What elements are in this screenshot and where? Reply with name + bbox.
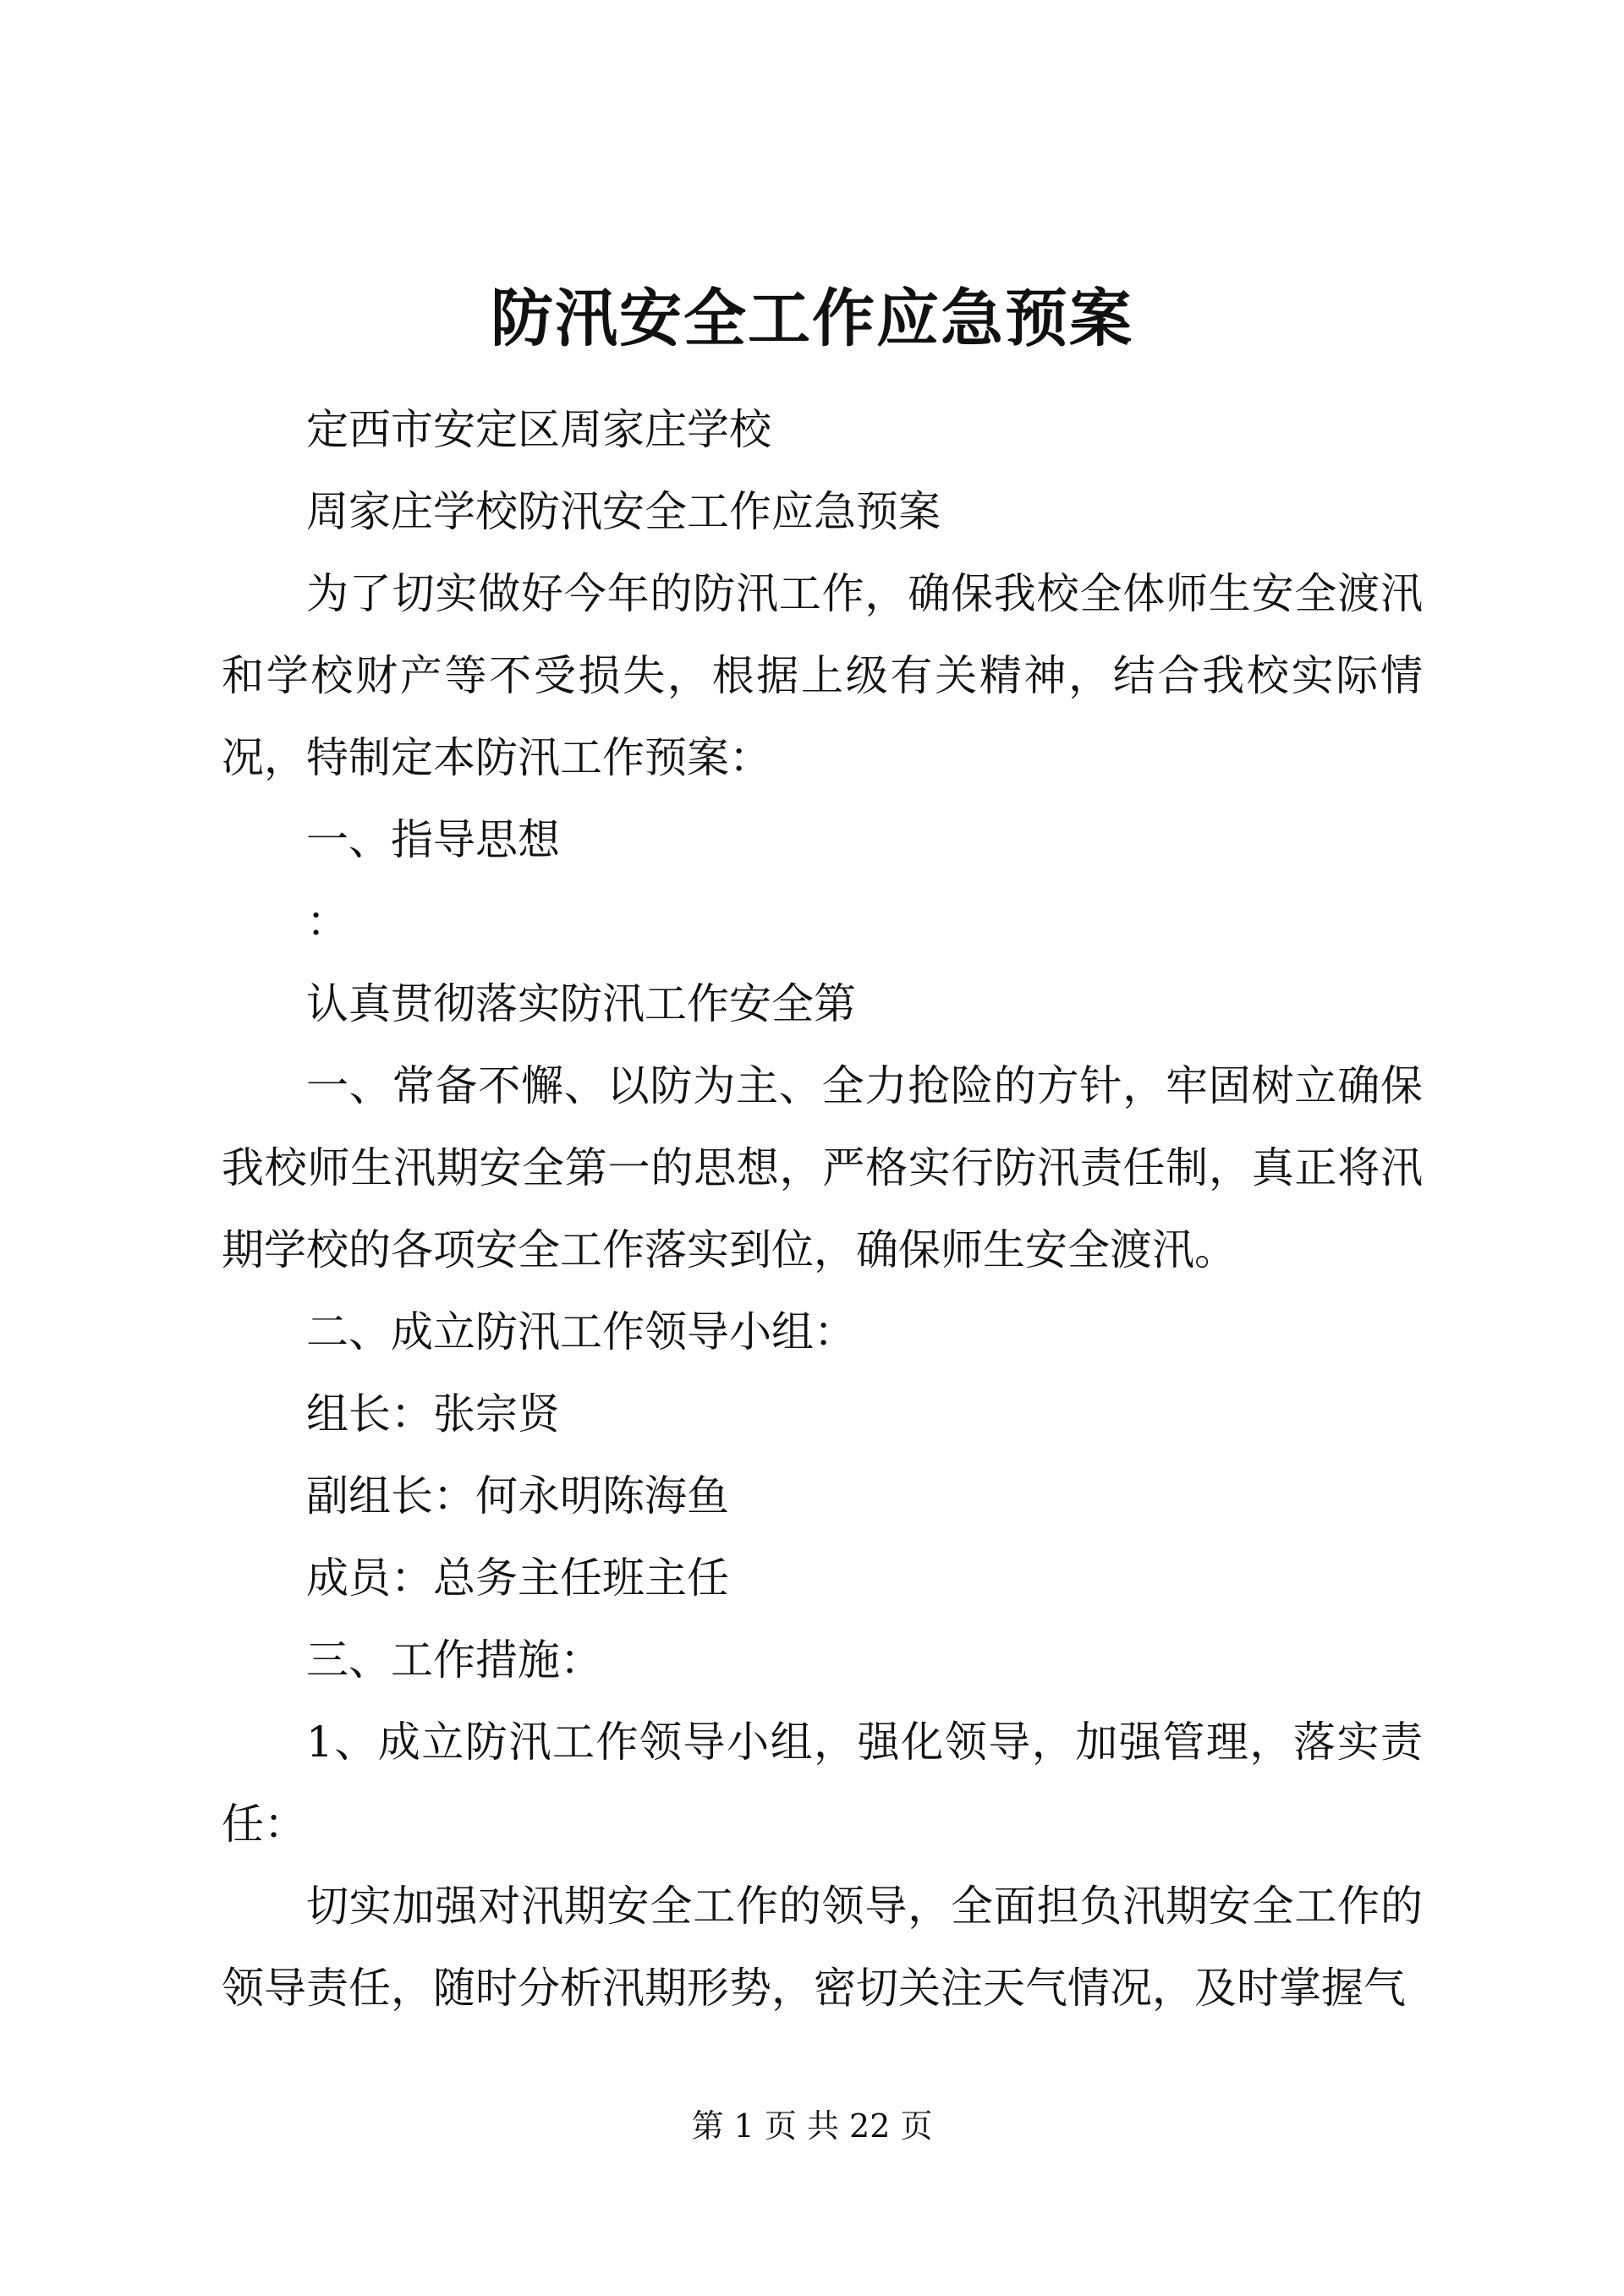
paragraph-deputy-leader: 副组长：何永明陈海鱼	[306, 1471, 729, 1521]
paragraph-implement: 认真贯彻落实防汛工作安全第	[306, 979, 856, 1028]
heading-leadership-group: 二、成立防汛工作领导小组：	[306, 1307, 856, 1356]
heading-guiding-thought: 一、指导思想	[306, 815, 560, 864]
paragraph-group-leader: 组长：张宗贤	[306, 1389, 560, 1438]
document-body	[222, 389, 1423, 2030]
paragraph-plan-name: 周家庄学校防汛安全工作应急预案	[306, 487, 941, 536]
page-footer: 第 1 页 共 22 页	[691, 2107, 933, 2145]
heading-work-measures: 三、工作措施：	[306, 1636, 602, 1685]
paragraph-school-name: 定西市安定区周家庄学校	[306, 405, 771, 454]
paragraph-members: 成员：总务主任班主任	[306, 1553, 729, 1603]
document-title: 防汛安全工作应急预案	[491, 282, 1133, 355]
paragraph-intro: 为了切实做好今年的防汛工作，确保我校全体师生安全渡汛和学校财产等不受损失，根据上级有关精神，结合我校实际情况，特制定本防汛工作预案：	[222, 569, 1423, 782]
paragraph-measure-1: 1、成立防汛工作领导小组，强化领导，加强管理，落实责任：	[222, 1718, 1423, 1849]
paragraph-policy: 一、常备不懈、以防为主、全力抢险的方针，牢固树立确保我校师生汛期安全第一的思想，严格实行防汛责任制，真正将汛期学校的各项安全工作落实到位，确保师生安全渡汛。	[222, 1061, 1423, 1274]
paragraph-strengthen: 切实加强对汛期安全工作的领导，全面担负汛期安全工作的领导责任，随时分析汛期形势，密切关注天气情况，及时掌握气	[222, 1882, 1423, 2013]
paragraph-colon: ：	[306, 897, 348, 946]
